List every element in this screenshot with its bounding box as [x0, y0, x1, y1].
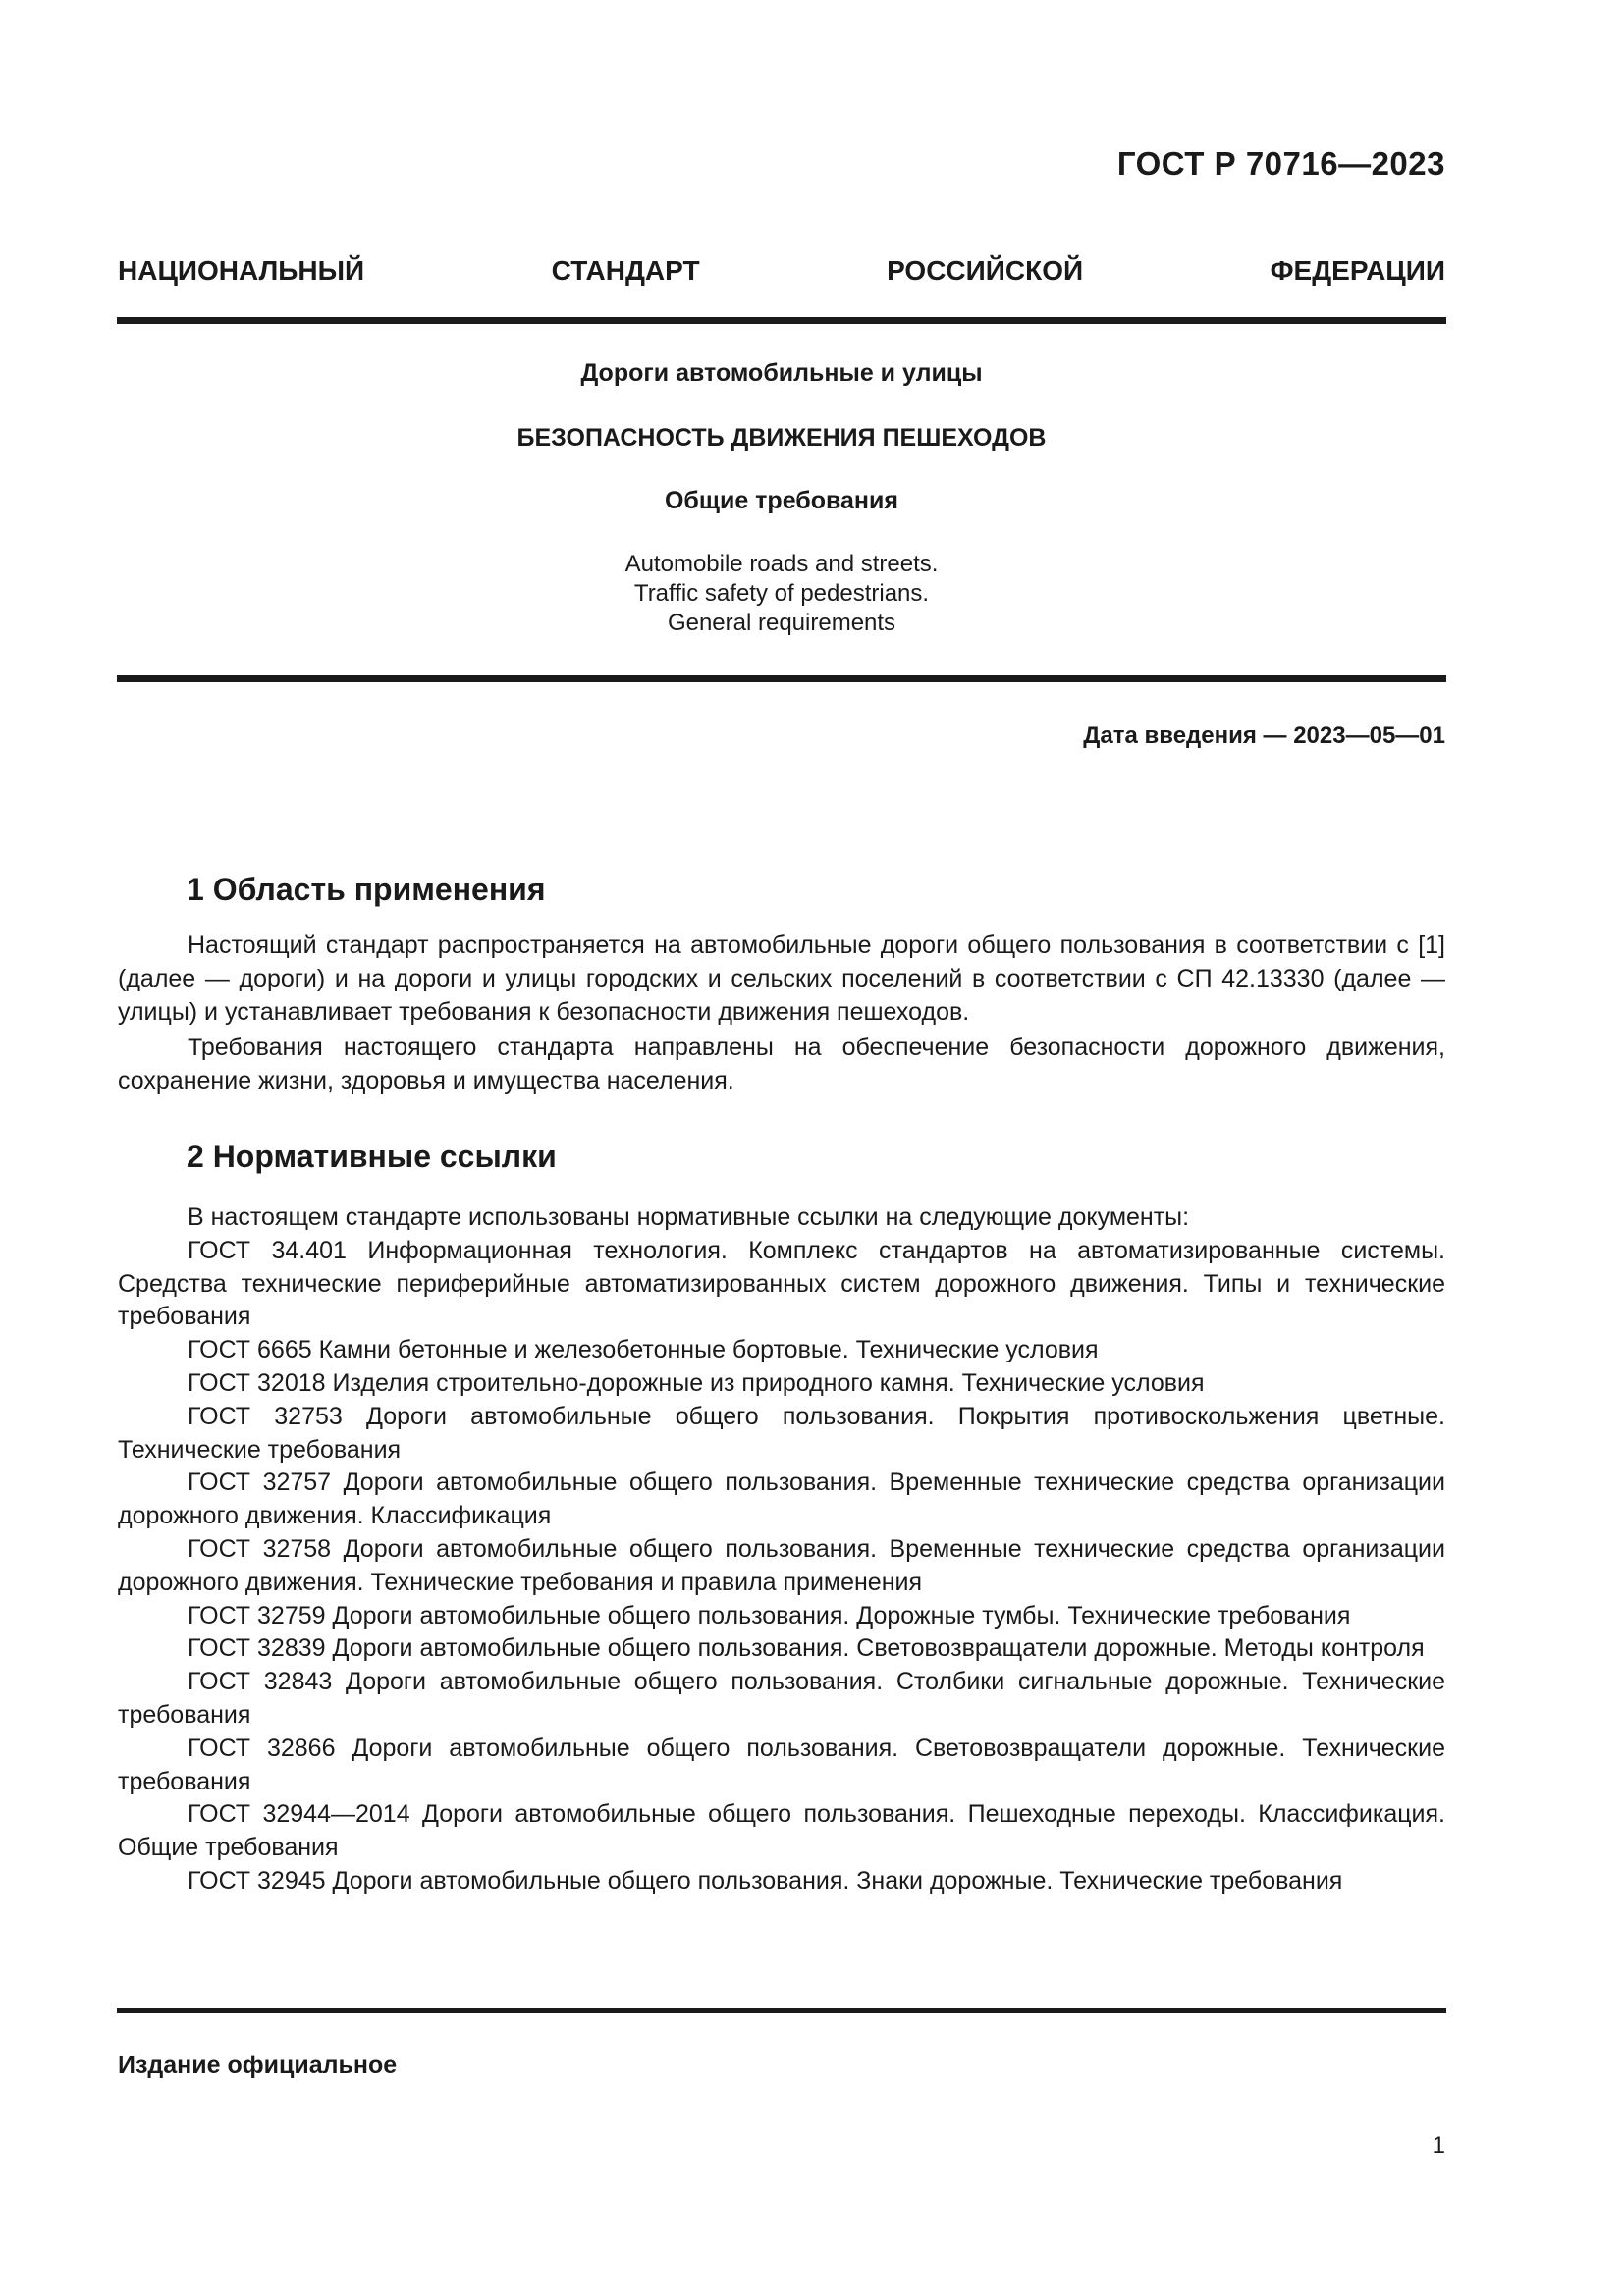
- reference-item: ГОСТ 32758 Дороги автомобильные общего пользования. Временные технические средства организации дорожного движения. Технические требования и правила применения: [118, 1534, 1445, 1596]
- reference-item: ГОСТ 32866 Дороги автомобильные общего пользования. Световозвращатели дорожные. Технические требования: [118, 1734, 1445, 1795]
- reference-item: ГОСТ 32944—2014 Дороги автомобильные общего пользования. Пешеходные переходы. Классификация. Общие требования: [118, 1800, 1445, 1862]
- reference-item: ГОСТ 32839 Дороги автомобильные общего пользования. Световозвращатели дорожные. Методы контроля: [188, 1634, 1425, 1663]
- title-subject: БЕЗОПАСНОСТЬ ДВИЖЕНИЯ ПЕШЕХОДОВ: [516, 424, 1047, 452]
- reference-item: ГОСТ 32945 Дороги автомобильные общего пользования. Знаки дорожные. Технические требования: [188, 1866, 1343, 1895]
- section-2-heading: 2 Нормативные ссылки: [187, 1139, 557, 1174]
- reference-item: ГОСТ 32018 Изделия строительно-дорожные из природного камня. Технические условия: [188, 1368, 1205, 1397]
- document-code: ГОСТ Р 70716—2023: [1116, 145, 1445, 182]
- title-main: Дороги автомобильные и улицы: [580, 359, 983, 387]
- standard-org-line: НАЦИОНАЛЬНЫЙ СТАНДАРТ РОССИЙСКОЙ ФЕДЕРАЦИИ: [118, 255, 1445, 286]
- title-english-line-1: Automobile roads and streets.: [624, 551, 939, 577]
- title-part: Общие требования: [664, 487, 898, 514]
- section-1-heading: 1 Область применения: [187, 872, 546, 907]
- normative-references-list: [118, 1201, 1445, 1898]
- introduction-date: Дата введения — 2023—05—01: [1083, 722, 1445, 749]
- official-edition-label: Издание официальное: [118, 2052, 398, 2079]
- footer-rule: [117, 2008, 1446, 2013]
- reference-item: ГОСТ 32753 Дороги автомобильные общего пользования. Покрытия противоскольжения цветные. Технические требования: [118, 1402, 1445, 1464]
- section-1-paragraph-2: Требования настоящего стандарта направлены на обеспечение безопасности дорожного движения, сохранение жизни, здоровья и имущества населения.: [118, 1034, 1445, 1095]
- section-1-paragraph-1: Настоящий стандарт распространяется на автомобильные дороги общего пользования в соответствии с [1] (далее — дороги) и на дороги и улицы городских и сельских поселений в соответствии с СП 42.13330 (далее — улицы) и устанавливает требования к безопасности движения пешеходов.: [118, 932, 1445, 1026]
- title-english-line-2: Traffic safety of pedestrians.: [633, 580, 930, 607]
- page-number: 1: [1432, 2132, 1445, 2159]
- reference-item: ГОСТ 32843 Дороги автомобильные общего пользования. Столбики сигнальные дорожные. Технические требования: [118, 1668, 1445, 1729]
- references-intro: В настоящем стандарте использованы нормативные ссылки на следующие документы:: [188, 1203, 1190, 1231]
- reference-item: ГОСТ 32759 Дороги автомобильные общего пользования. Дорожные тумбы. Технические требования: [188, 1601, 1351, 1629]
- reference-item: ГОСТ 32757 Дороги автомобильные общего пользования. Временные технические средства организации дорожного движения. Классификация: [118, 1468, 1445, 1530]
- reference-item: ГОСТ 6665 Камни бетонные и железобетонные бортовые. Технические условия: [188, 1336, 1099, 1364]
- title-english-line-3: General requirements: [667, 610, 896, 636]
- reference-item: ГОСТ 34.401 Информационная технология. Комплекс стандартов на автоматизированные системы. Средства технические периферийные автоматизированных систем дорожного движения. Типы и технические требования: [118, 1236, 1445, 1331]
- title-rule: [117, 675, 1446, 682]
- header-rule: [117, 317, 1446, 324]
